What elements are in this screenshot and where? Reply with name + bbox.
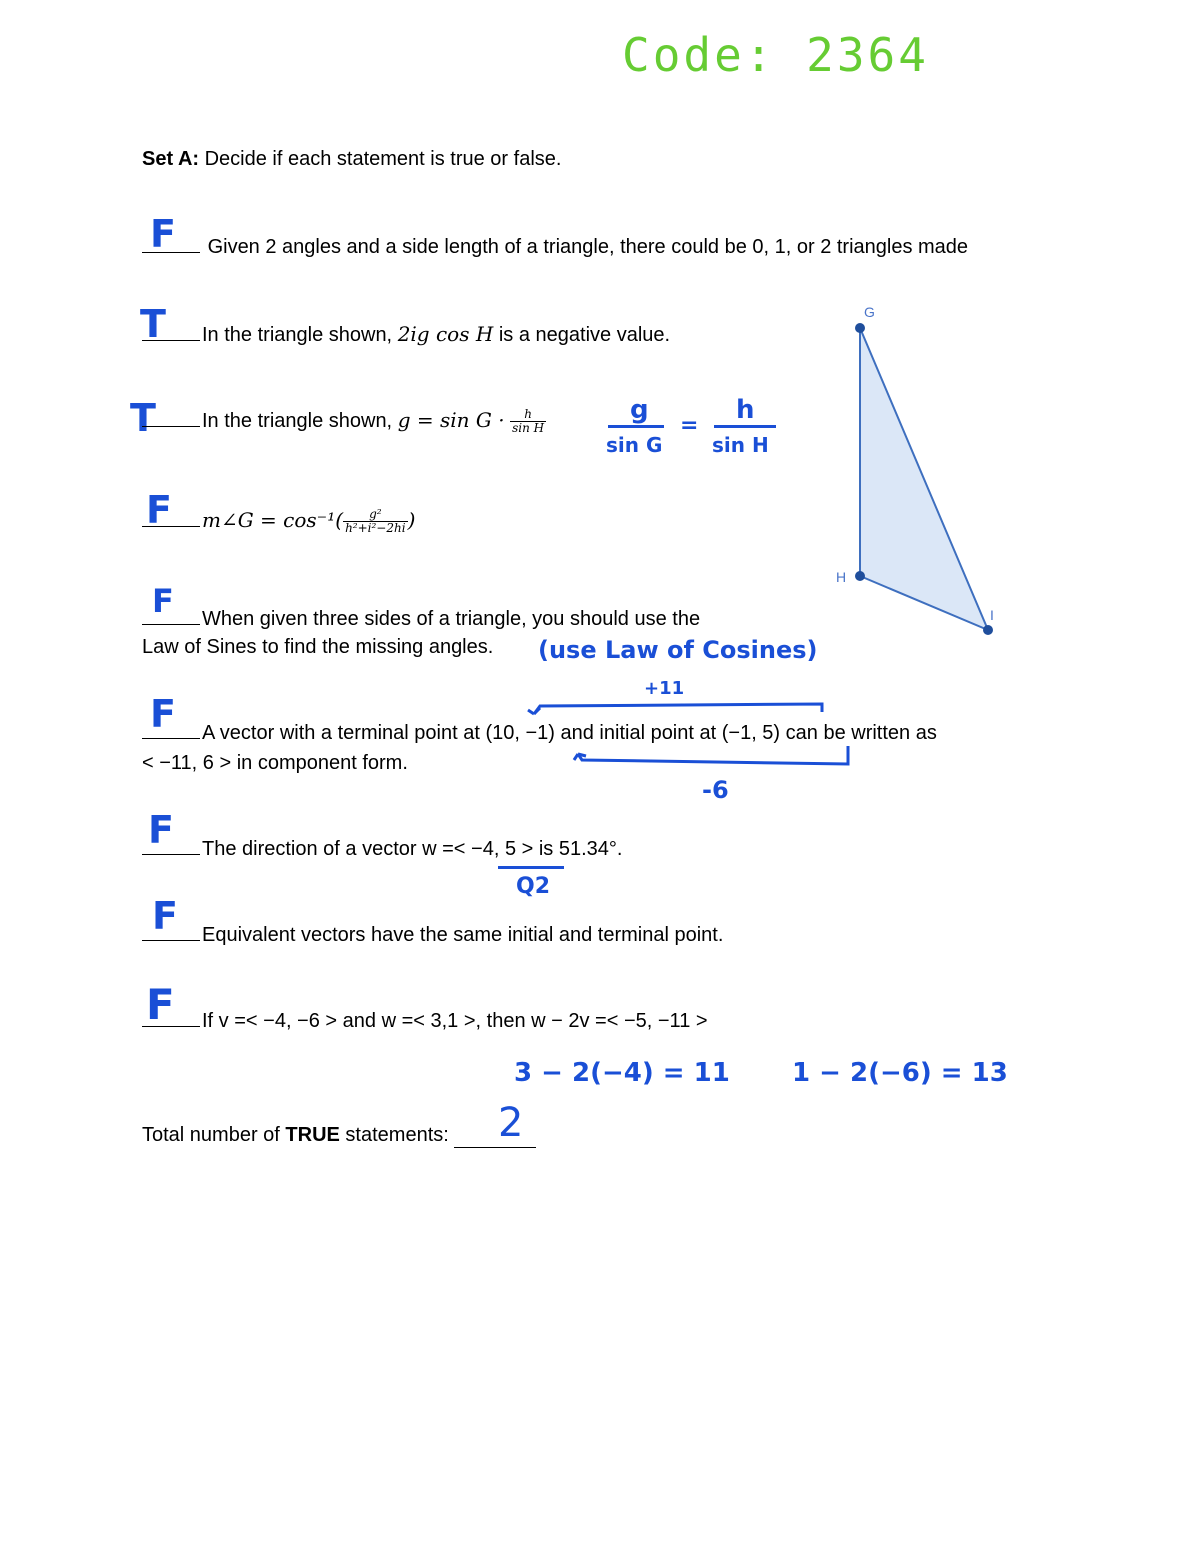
vertex-h — [855, 571, 865, 581]
note-sin-g: sin G — [606, 433, 663, 457]
question-5-line2: Law of Sines to find the missing angles. — [142, 636, 494, 658]
set-heading — [142, 148, 561, 171]
fraction-bar — [714, 425, 776, 428]
question-4 — [142, 508, 415, 535]
question-7-text: The direction of a vector w =< −4, 5 > is 51.34°. — [202, 838, 623, 860]
set-heading-text: Decide if each statement is true or false. — [204, 148, 562, 170]
question-1-text: Given 2 angles and a side length of a triangle, there could be 0, 1, or 2 triangles made — [207, 236, 969, 258]
note-sin-h: sin H — [712, 433, 769, 457]
answer-8: F — [152, 894, 178, 938]
total-blank — [454, 1124, 536, 1148]
plus-11-note: +11 — [644, 678, 685, 699]
answer-blank — [142, 251, 200, 253]
total-bold: TRUE — [285, 1124, 340, 1146]
question-3-math: g = sin G · — [397, 408, 505, 432]
code-label: Code: 2364 — [622, 28, 929, 82]
vertex-i — [983, 625, 993, 635]
calc-note-2: 1 − 2(−6) = 13 — [792, 1058, 1008, 1088]
question-7 — [142, 838, 622, 861]
note-equals: = — [680, 413, 699, 438]
answer-2: T — [140, 302, 166, 346]
minus-6-note: -6 — [702, 776, 729, 804]
question-3-fraction — [510, 408, 546, 435]
vertex-g — [855, 323, 865, 333]
answer-blank — [142, 1025, 200, 1027]
answer-blank — [142, 939, 200, 941]
question-2 — [142, 322, 670, 347]
answer-blank — [142, 525, 200, 527]
total-post: statements: — [339, 1124, 449, 1146]
question-6 — [142, 722, 937, 745]
question-2-post: is a negative value. — [493, 324, 671, 346]
fraction-denominator: h²+i²−2hi — [345, 521, 406, 536]
label-i: I — [990, 607, 994, 623]
question-9-text: If v =< −4, −6 > and w =< 3,1 >, then w − 2v =< −5, −11 > — [202, 1010, 708, 1032]
arrow-bottom — [578, 746, 848, 764]
question-5-line1: When given three sides of a triangle, you should use the — [202, 608, 701, 630]
answer-blank — [142, 623, 200, 625]
q2-note: Q2 — [516, 874, 551, 899]
law-of-sines-note — [606, 395, 806, 465]
question-4-post: ) — [407, 508, 416, 532]
question-6-line2: < −11, 6 > in component form. — [142, 752, 408, 774]
use-cosines-note: (use Law of Cosines) — [538, 636, 818, 664]
question-1 — [142, 236, 968, 259]
fraction-denominator: sin H — [512, 421, 545, 436]
answer-9: F — [146, 980, 175, 1029]
answer-blank — [142, 339, 200, 341]
answer-1: F — [150, 212, 176, 256]
note-h: h — [736, 395, 755, 425]
answer-7: F — [148, 808, 174, 852]
triangle-figure — [830, 296, 1010, 646]
answer-5: F — [152, 582, 174, 620]
question-2-math: 2ig cos H — [397, 322, 494, 346]
question-5 — [142, 608, 700, 631]
answer-blank — [142, 425, 200, 427]
total-answer: 2 — [498, 1100, 524, 1146]
label-g: G — [864, 304, 875, 320]
answer-blank — [142, 853, 200, 855]
question-4-fraction — [343, 508, 408, 535]
triangle-shape — [860, 328, 988, 630]
question-4-math: m∠G = cos⁻¹( — [202, 508, 344, 532]
question-8 — [142, 924, 723, 947]
question-3-pre: In the triangle shown, — [202, 410, 398, 432]
answer-3: T — [130, 396, 156, 440]
total-pre: Total number of — [142, 1124, 286, 1146]
answer-4: F — [146, 488, 172, 532]
question-8-text: Equivalent vectors have the same initial and terminal point. — [202, 924, 724, 946]
arrow-top — [534, 704, 822, 714]
set-heading-bold: Set A: — [142, 148, 200, 170]
fraction-numerator: g² — [343, 508, 408, 522]
question-3 — [142, 408, 546, 435]
question-6-line1: A vector with a terminal point at (10, −1) and initial point at (−1, 5) can be written as — [202, 722, 937, 744]
note-g: g — [630, 395, 649, 425]
answer-6: F — [150, 692, 176, 736]
fraction-numerator: h — [510, 408, 546, 422]
answer-blank — [142, 737, 200, 739]
fraction-bar — [608, 425, 664, 428]
underline-mark — [498, 866, 564, 869]
calc-note-1: 3 − 2(−4) = 11 — [514, 1058, 730, 1088]
arrow-head-top — [528, 708, 540, 714]
label-h: H — [836, 569, 847, 585]
question-9 — [142, 1010, 708, 1033]
question-2-pre: In the triangle shown, — [202, 324, 398, 346]
total-line — [142, 1124, 536, 1148]
